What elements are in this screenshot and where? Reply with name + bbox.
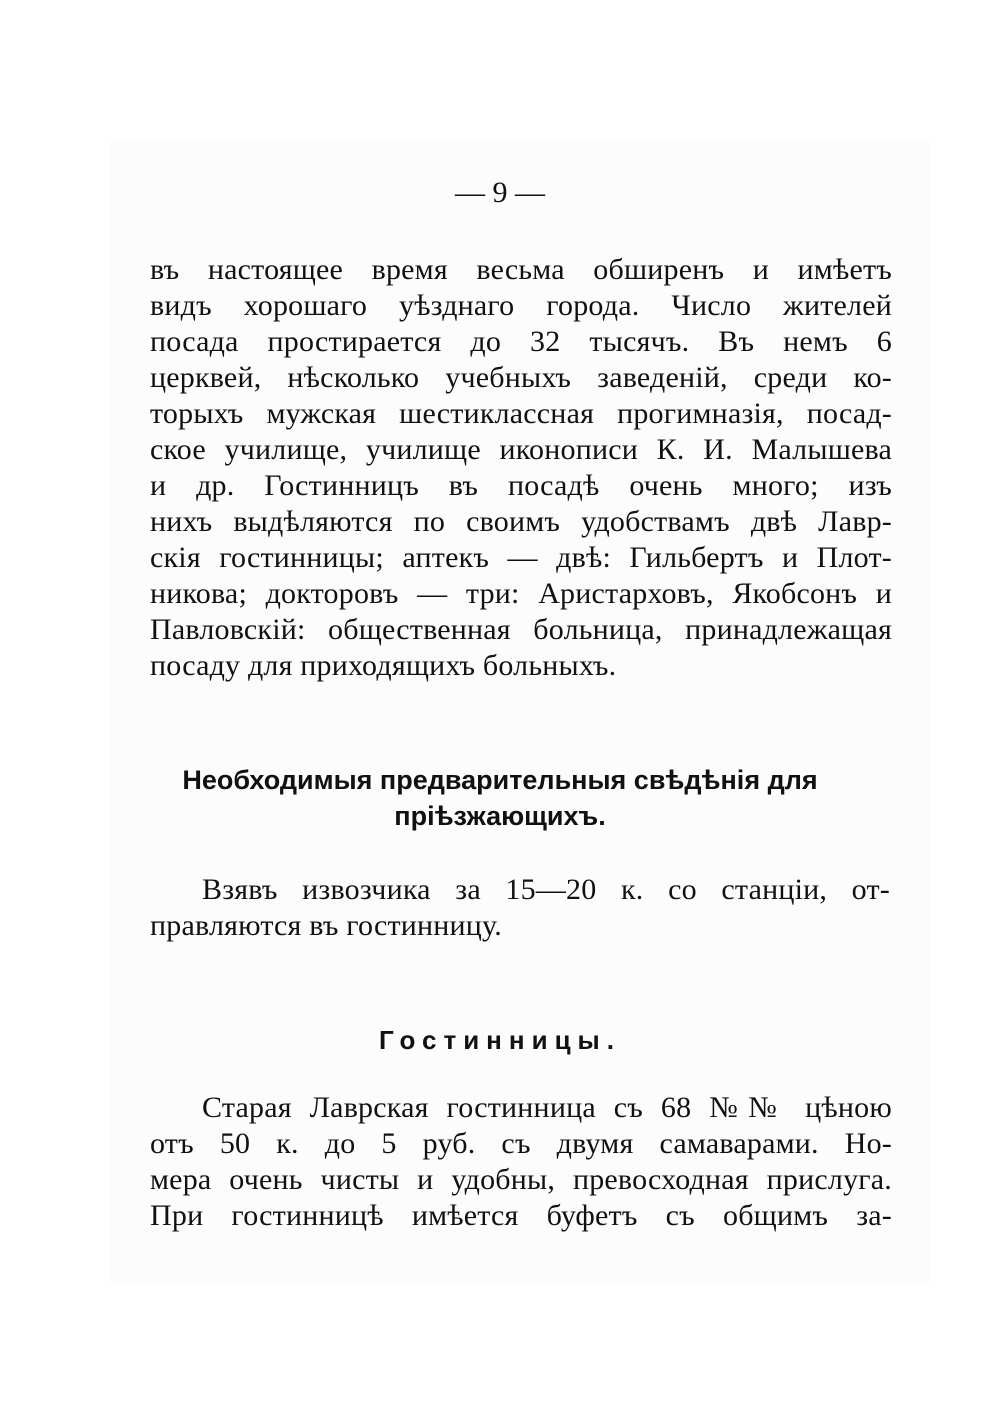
text-line: нихъ выдѣляются по своимъ удобствамъ двѣ Лавр- bbox=[150, 505, 892, 538]
heading-line: Необходимыя предварительныя свѣдѣнія для bbox=[182, 765, 818, 795]
section-heading-hotels: Гостинницы. bbox=[379, 1025, 621, 1055]
text-line: Старая Лаврская гостинница съ 68 №№ цѣною bbox=[202, 1091, 892, 1124]
page-number: — 9 — bbox=[455, 176, 545, 209]
text-line: посаду для приходящихъ больныхъ. bbox=[150, 649, 617, 682]
text-line: ское училище, училище иконописи К. И. Малышева bbox=[150, 433, 892, 466]
text-line: посада простирается до 32 тысячъ. Въ немъ 6 bbox=[150, 325, 892, 358]
intro-paragraph bbox=[150, 252, 892, 684]
text-line: и др. Гостинницъ въ посадѣ очень много; изъ bbox=[150, 469, 892, 502]
text-line: видъ хорошаго уѣзднаго города. Число жителей bbox=[150, 289, 892, 322]
section-heading-info bbox=[0, 762, 1000, 834]
text-line: мера очень чисты и удобны, превосходная прислуга. bbox=[150, 1163, 892, 1196]
text-line: никова; докторовъ — три: Аристарховъ, Якобсонъ и bbox=[150, 577, 892, 610]
text-line: Павловскій: общественная больница, принадлежащая bbox=[150, 613, 892, 646]
hotels-paragraph bbox=[150, 1090, 892, 1234]
info-paragraph bbox=[150, 872, 890, 944]
text-line: При гостинницѣ имѣется буфетъ съ общимъ за- bbox=[150, 1199, 892, 1232]
text-line: торыхъ мужская шестиклассная прогимназія, посад- bbox=[150, 397, 892, 430]
text-line: правляются въ гостинницу. bbox=[150, 909, 502, 942]
text-line: въ настоящее время весьма обширенъ и имѣетъ bbox=[150, 253, 892, 286]
text-line: Взявъ извозчика за 15—20 к. со станціи, от- bbox=[202, 873, 890, 906]
text-line: скія гостинницы; аптекъ — двѣ: Гильбертъ и Плот- bbox=[150, 541, 892, 574]
text-line: отъ 50 к. до 5 руб. съ двумя самаварами. Но- bbox=[150, 1127, 892, 1160]
heading-line: пріѣзжающихъ. bbox=[394, 801, 606, 831]
text-line: церквей, нѣсколько учебныхъ заведеній, среди ко- bbox=[150, 361, 892, 394]
